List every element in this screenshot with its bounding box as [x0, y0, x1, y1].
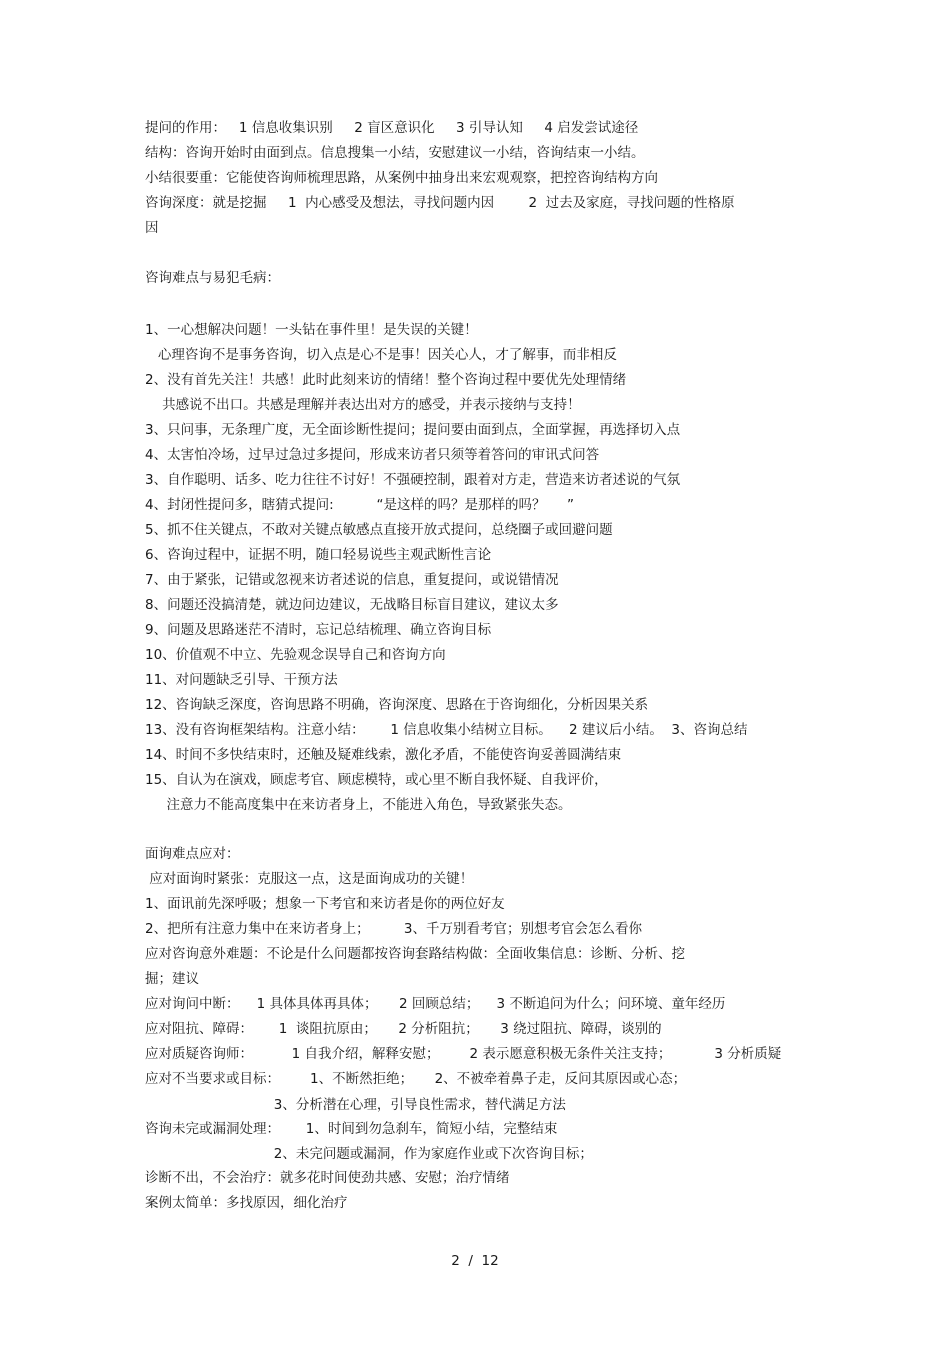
list-item-detail: 注意力不能高度集中在来访者身上，不能进入角色，导致紧张失态。: [145, 797, 572, 813]
text-line: 2、把所有注意力集中在来访者身上； 3、千万别看考官；别想考官会怎么看你: [145, 921, 643, 937]
text-line: 掘；建议: [145, 971, 199, 987]
list-item: 10、价值观不中立、先验观念误导自己和咨询方向: [145, 647, 446, 663]
text-line: 应对不当要求或目标： 1、不断然拒绝； 2、不被牵着鼻子走，反问其原因或心态；: [145, 1071, 687, 1087]
text-line: 3、分析潜在心理，引导良性需求，替代满足方法: [145, 1097, 566, 1113]
list-item: 8、问题还没搞清楚，就边问边建议，无战略目标盲目建议，建议太多: [145, 597, 559, 613]
list-item: 7、由于紧张，记错或忽视来访者述说的信息，重复提问，或说错情况: [145, 572, 559, 588]
list-item: 15、自认为在演戏，顾虑考官、顾虑模特，或心里不断自我怀疑、自我评价，: [145, 772, 608, 788]
list-item: 13、没有咨询框架结构。注意小结： 1 信息收集小结树立目标。 2 建议后小结。 3、咨询总结: [145, 722, 748, 738]
text-line: 咨询深度：就是挖掘 1 内心感受及想法，寻找问题内因 2 过去及家庭，寻找问题的性格原: [145, 195, 735, 211]
text-line: 咨询未完或漏洞处理： 1、时间到勿急刹车，简短小结，完整结束: [145, 1121, 558, 1137]
section-heading: 面询难点应对：: [145, 846, 240, 862]
text-line: 应对阻抗、障碍： 1 谈阻抗原由； 2 分析阻抗； 3 绕过阻抗、障碍，谈别的: [145, 1021, 662, 1037]
list-item: 12、咨询缺乏深度，咨询思路不明确，咨询深度、思路在于咨询细化，分析因果关系: [145, 697, 649, 713]
list-item-detail: 共感说不出口。共感是理解并表达出对方的感受，并表示接纳与支持！: [145, 397, 581, 413]
list-item: 2、没有首先关注！共感！此时此刻来访的情绪！整个咨询过程中要优先处理情绪: [145, 372, 627, 388]
text-line: 1、面讯前先深呼吸；想象一下考官和来访者是你的两位好友: [145, 896, 505, 912]
list-item: 14、时间不多快结束时，还触及疑难线索，激化矛盾，不能使咨询妥善圆满结束: [145, 747, 622, 763]
list-item: 1、一心想解决问题！一头钻在事件里！是失误的关键！: [145, 322, 478, 338]
list-item: 5、抓不住关键点，不敢对关键点敏感点直接开放式提问，总绕圈子或回避问题: [145, 522, 613, 538]
list-item: 6、咨询过程中，证据不明，随口轻易说些主观武断性言论: [145, 547, 492, 563]
list-item: 4、封闭性提问多，瞎猜式提问: “是这样的吗？是那样的吗？ ”: [145, 497, 574, 513]
text-line: 应对询问中断： 1 具体具体再具体； 2 回顾总结； 3 不断追问为什么；问环境、童年经历: [145, 996, 726, 1012]
text-line: 小结很要重：它能使咨询师梳理思路，从案例中抽身出来宏观观察，把控咨询结构方向: [145, 170, 658, 186]
section-heading: 咨询难点与易犯毛病：: [145, 270, 280, 286]
text-line: 应对面询时紧张：克服这一点，这是面询成功的关键！: [145, 871, 474, 887]
text-line: 应对质疑咨询师： 1 自我介绍，解释安慰； 2 表示愿意积极无条件关注支持； 3 分析质疑: [145, 1046, 782, 1062]
text-line: 2、未完问题或漏洞，作为家庭作业或下次咨询目标；: [145, 1146, 593, 1162]
text-line: 诊断不出，不会治疗：就多花时间使劲共感、安慰；治疗情绪: [145, 1170, 510, 1186]
page-number: 2 / 12: [451, 1253, 499, 1269]
text-line: 提问的作用： 1 信息收集识别 2 盲区意识化 3 引导认知 4 启发尝试途径: [145, 120, 639, 136]
text-line: 案例太简单：多找原因，细化治疗: [145, 1195, 348, 1211]
text-line: 应对咨询意外难题：不论是什么问题都按咨询套路结构做：全面收集信息：诊断、分析、挖: [145, 946, 685, 962]
list-item: 4、太害怕冷场，过早过急过多提问，形成来访者只须等着答问的审讯式问答: [145, 447, 600, 463]
list-item: 11、对问题缺乏引导、干预方法: [145, 672, 338, 688]
text-line: 因: [145, 220, 159, 236]
list-item: 9、问题及思路迷茫不清时，忘记总结梳理、确立咨询目标: [145, 622, 492, 638]
list-item: 3、只问事，无条理广度，无全面诊断性提问；提问要由面到点，全面掌握，再选择切入点: [145, 422, 681, 438]
list-item: 3、自作聪明、话多、吃力往往不讨好！不强硬控制，跟着对方走，营造来访者述说的气氛: [145, 472, 681, 488]
text-line: 结构：咨询开始时由面到点。信息搜集一小结，安慰建议一小结，咨询结束一小结。: [145, 145, 645, 161]
list-item-detail: 心理咨询不是事务咨询，切入点是心不是事！因关心人，才了解事，而非相反: [145, 347, 617, 363]
